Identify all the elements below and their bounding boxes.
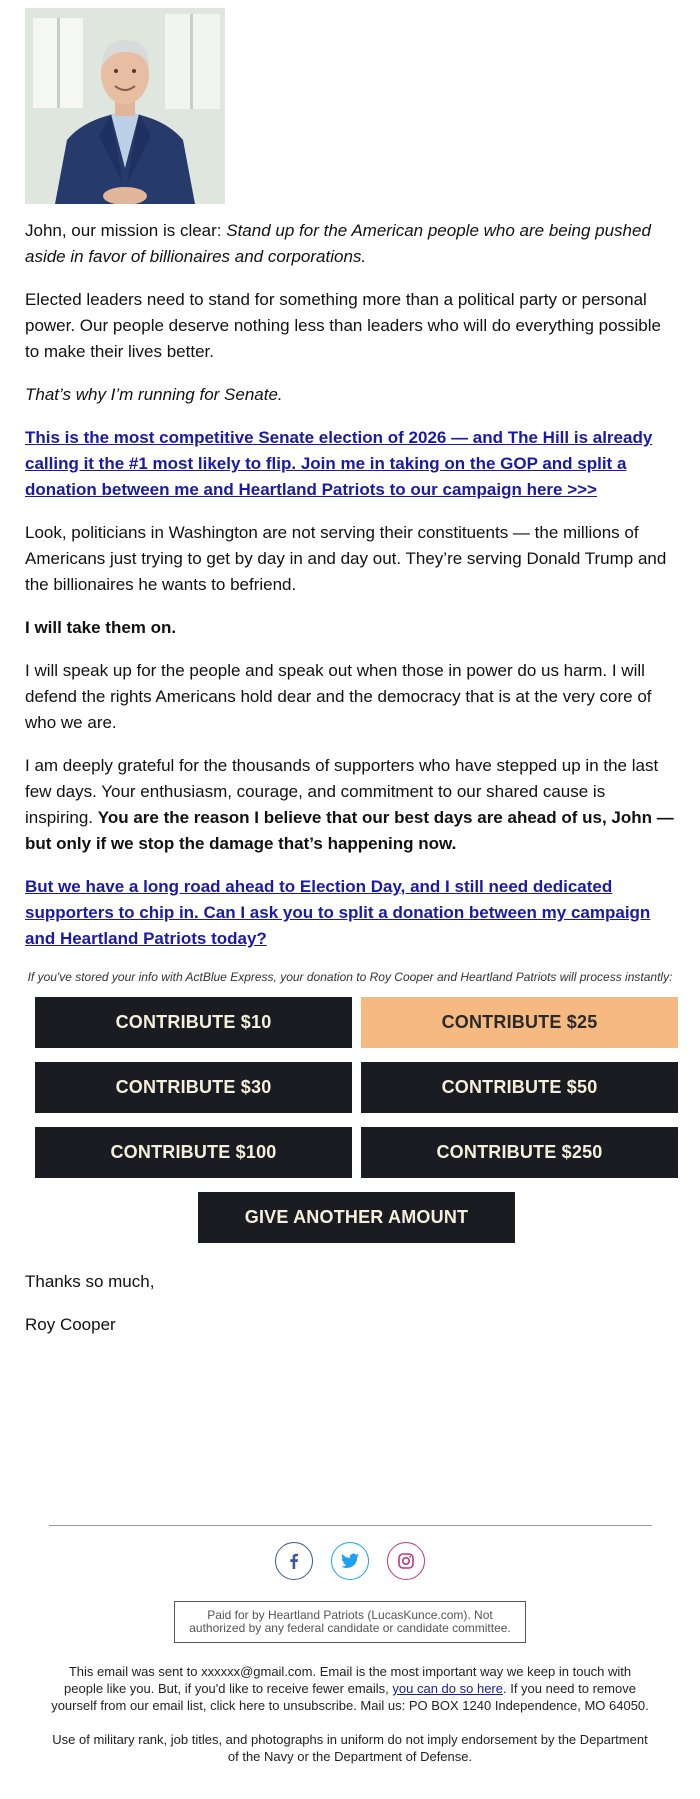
candidate-photo [25, 8, 225, 204]
chip-in-paragraph [25, 874, 675, 952]
signature-name: Roy Cooper [25, 1315, 116, 1334]
military-disclaimer: Use of military rank, job titles, and photographs in uniform do not imply endorsement by the Department of the Navy or the Department of Defense. [52, 1732, 648, 1764]
recipient-email: xxxxxx@gmail.com [201, 1664, 313, 1679]
mission-paragraph: John, our mission is clear: Stand up for the American people who are being pushed aside in favor of billionaires and corporations. [25, 221, 651, 266]
contribute-10-button[interactable]: CONTRIBUTE $10 [35, 997, 352, 1048]
donation-buttons [35, 997, 678, 1178]
contribute-30-button[interactable]: CONTRIBUTE $30 [35, 1062, 352, 1113]
facebook-icon [285, 1552, 303, 1570]
instagram-icon [397, 1552, 415, 1570]
chip-in-link[interactable]: But we have a long road ahead to Election Day, and I still need dedicated supporters to chip in. Can I ask you to split a donation between my campaign and Heartland Patriots today? [25, 877, 651, 948]
email-footer [0, 1525, 700, 1765]
take-them-on-paragraph: I will take them on. [25, 618, 177, 637]
speak-up-paragraph: I will speak up for the people and speak out when those in power do us harm. I will defend the rights Americans hold dear and the democracy that is at the very core of who we are. [25, 661, 652, 732]
contribute-250-button[interactable]: CONTRIBUTE $250 [361, 1127, 678, 1178]
social-links [0, 1542, 700, 1580]
message-content [25, 218, 675, 1355]
donation-link-paragraph [25, 425, 675, 503]
footer-divider [49, 1525, 652, 1526]
leaders-paragraph: Elected leaders need to stand for something more than a political party or personal power. Our people deserve nothing less than leaders who will do everything possible to make their lives better. [25, 290, 661, 361]
instagram-link[interactable] [387, 1542, 425, 1580]
split-donation-link[interactable]: This is the most competitive Senate election of 2026 — and The Hill is already calling it the #1 most likely to flip. Join me in taking on the GOP and split a donation between me and Heartland Patriots to our campaign here >>> [25, 428, 653, 499]
contribute-50-button[interactable]: CONTRIBUTE $50 [361, 1062, 678, 1113]
paid-for-disclaimer: Paid for by Heartland Patriots (LucasKunce.com). Not authorized by any federal candidate or candidate committee. [174, 1601, 526, 1643]
running-paragraph: That’s why I’m running for Senate. [25, 385, 283, 404]
thanks-text: Thanks so much, [25, 1272, 155, 1291]
grateful-paragraph: I am deeply grateful for the thousands of supporters who have stepped up in the last few days. Your enthusiasm, courage, and commitment to our shared cause is inspiring. You are the reason I believe that our best days are ahead of us, John — but only if we stop the damage that’s happening now. [25, 756, 674, 853]
actblue-note: If you've stored your info with ActBlue Express, your donation to Roy Cooper and Heartland Patriots will process instantly: [27, 970, 673, 984]
washington-paragraph: Look, politicians in Washington are not serving their constituents — the millions of Americans just trying to get by day in and day out. They’re serving Donald Trump and the billionaires he wants to befriend. [25, 523, 667, 594]
contribute-100-button[interactable]: CONTRIBUTE $100 [35, 1127, 352, 1178]
fewer-emails-link[interactable]: you can do so here [392, 1681, 503, 1696]
email-notice: This email was sent to xxxxxx@gmail.com. Email is the most important way we keep in touch with people like you. But, if you'd like to receive fewer emails, you can do so here. If you need to remove yourself from our email list, click here to unsubscribe. Mail us: PO BOX 1240 Independence, MO 64050. [51, 1664, 649, 1713]
facebook-link[interactable] [275, 1542, 313, 1580]
twitter-icon [340, 1552, 360, 1570]
twitter-link[interactable] [331, 1542, 369, 1580]
contribute-25-button[interactable]: CONTRIBUTE $25 [361, 997, 678, 1048]
give-another-amount-button[interactable]: GIVE ANOTHER AMOUNT [198, 1192, 515, 1243]
